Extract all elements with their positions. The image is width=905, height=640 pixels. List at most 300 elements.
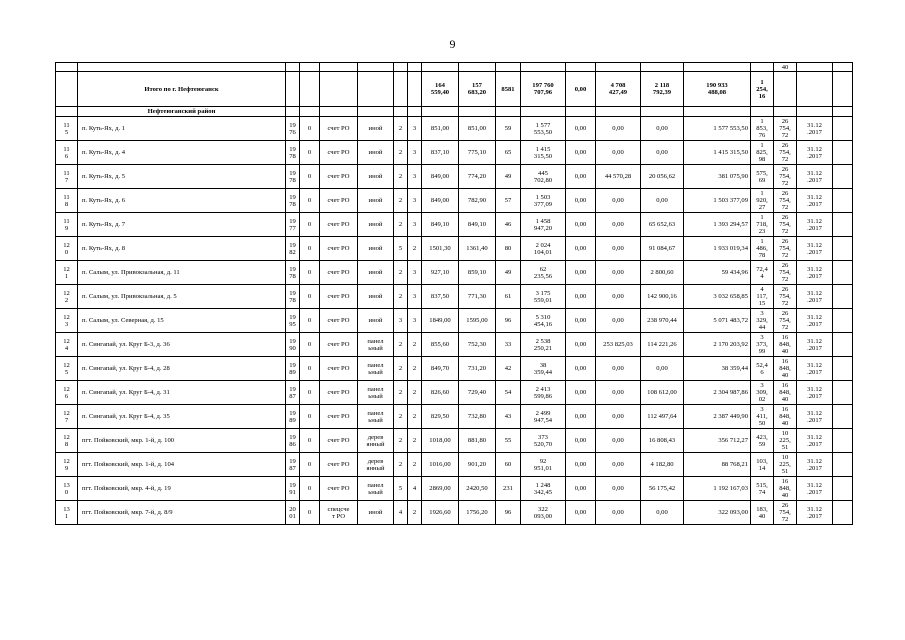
total-cost-cell: 2 499 947,54 [521,405,566,429]
fund-2-cell: 0,00 [596,285,641,309]
address-cell: п. Сингапай, ул. Круг Б-4, д. 31 [78,381,286,405]
fund-4-cell: 3 032 658,85 [684,285,751,309]
max-unit-cost-cell: 26 754, 72 [774,237,797,261]
total-cost-cell: 2 024 104,01 [521,237,566,261]
fund-1-cell: 0,00 [566,237,596,261]
table-row [56,477,853,501]
unit-cost-cell: 1 718, 23 [751,213,774,237]
total-cost-cell: 3 175 559,01 [521,285,566,309]
fund-3-cell: 112 497,64 [641,405,684,429]
total-fund-4: 190 933 488,08 [684,72,751,107]
fund-3-cell: 65 652,63 [641,213,684,237]
total-area-1: 164 559,40 [422,72,459,107]
fund-method-cell: счет РО [320,381,358,405]
residents-cell: 65 [496,141,521,165]
unit-cost-cell: 103, 14 [751,453,774,477]
address-cell: п. Куть-Ях, д. 7 [78,213,286,237]
max-unit-cost-cell: 10 225, 51 [774,429,797,453]
fund-4-cell: 5 071 483,72 [684,309,751,333]
fund-method-cell: счет РО [320,453,358,477]
floors-cell: 2 [394,189,408,213]
max-unit-cost-cell: 16 848, 40 [774,357,797,381]
floors-cell: 2 [394,213,408,237]
total-cost-cell: 38 359,44 [521,357,566,381]
zero-value-cell: 0 [300,189,320,213]
wall-material-cell: иной [358,117,394,141]
floors-cell: 2 [394,141,408,165]
table-row [56,261,853,285]
total-cost-cell: 1 415 315,50 [521,141,566,165]
fund-2-cell: 0,00 [596,381,641,405]
blank-cell [833,501,853,525]
fund-2-cell: 0,00 [596,189,641,213]
fund-4-cell: 2 387 449,90 [684,405,751,429]
living-area-cell: 731,20 [459,357,496,381]
living-area-cell: 859,10 [459,261,496,285]
blank-cell [833,429,853,453]
living-area-cell: 1361,40 [459,237,496,261]
unit-cost-cell: 52,4 6 [751,357,774,381]
address-cell: п. Куть-Ях, д. 6 [78,189,286,213]
table-row [56,381,853,405]
max-unit-cost-cell: 16 848, 40 [774,381,797,405]
blank-cell [833,261,853,285]
fund-3-cell: 0,00 [641,189,684,213]
total-area-cell: 1018,00 [422,429,459,453]
deadline-cell: 31.12 .2017 [797,477,833,501]
total-area-cell: 851,00 [422,117,459,141]
fund-4-cell: 38 359,44 [684,357,751,381]
fund-1-cell: 0,00 [566,117,596,141]
fund-method-cell: счет РО [320,285,358,309]
continuation-row [56,63,853,72]
commission-year-cell: 19 77 [286,213,300,237]
total-area-cell: 837,50 [422,285,459,309]
row-number-cell: 12 8 [56,429,78,453]
floors-cell: 4 [394,501,408,525]
zero-value-cell: 0 [300,141,320,165]
total-area-cell: 849,70 [422,357,459,381]
residents-cell: 33 [496,333,521,357]
residents-cell: 46 [496,213,521,237]
commission-year-cell: 19 95 [286,309,300,333]
blank-cell [833,405,853,429]
zero-value-cell: 0 [300,165,320,189]
commission-year-cell: 19 78 [286,141,300,165]
district-row [56,107,853,117]
table-row [56,501,853,525]
deadline-cell: 31.12 .2017 [797,285,833,309]
fund-2-cell: 44 570,28 [596,165,641,189]
row-number-cell: 11 7 [56,165,78,189]
total-area-cell: 1849,00 [422,309,459,333]
unit-cost-cell: 575, 69 [751,165,774,189]
fund-3-cell: 114 221,26 [641,333,684,357]
fund-3-cell: 142 900,16 [641,285,684,309]
living-area-cell: 782,90 [459,189,496,213]
residents-cell: 54 [496,381,521,405]
blank-cell [833,357,853,381]
fund-3-cell: 0,00 [641,141,684,165]
total-area-cell: 1501,30 [422,237,459,261]
deadline-cell: 31.12 .2017 [797,141,833,165]
max-unit-cost-cell: 26 754, 72 [774,309,797,333]
blank-cell [833,381,853,405]
total-cost-cell: 1 458 947,20 [521,213,566,237]
floors-cell: 2 [394,165,408,189]
fund-1-cell: 0,00 [566,285,596,309]
deadline-cell: 31.12 .2017 [797,309,833,333]
wall-material-cell: панел ьный [358,405,394,429]
row-number-cell: 12 9 [56,453,78,477]
blank-cell [833,453,853,477]
unit-cost-cell: 515, 74 [751,477,774,501]
residents-cell: 61 [496,285,521,309]
blank-cell [833,165,853,189]
residents-cell: 57 [496,189,521,213]
fund-method-cell: счет РО [320,141,358,165]
district-label: Нефтеюганский район [78,107,286,117]
blank-cell [833,309,853,333]
table-row [56,165,853,189]
row-number-cell: 13 1 [56,501,78,525]
row-number-cell: 12 7 [56,405,78,429]
blank-cell [833,477,853,501]
commission-year-cell: 19 87 [286,453,300,477]
total-area-cell: 1016,00 [422,453,459,477]
fund-3-cell: 56 175,42 [641,477,684,501]
fund-method-cell: счет РО [320,213,358,237]
living-area-cell: 1756,20 [459,501,496,525]
commission-year-cell: 19 86 [286,429,300,453]
entrances-cell: 4 [408,477,422,501]
deadline-cell: 31.12 .2017 [797,501,833,525]
fund-method-cell: счет РО [320,261,358,285]
entrances-cell: 3 [408,189,422,213]
unit-cost-cell: 183, 40 [751,501,774,525]
wall-material-cell: иной [358,501,394,525]
table-row [56,453,853,477]
wall-material-cell: иной [358,213,394,237]
living-area-cell: 729,40 [459,381,496,405]
entrances-cell: 3 [408,117,422,141]
row-number-cell: 12 2 [56,285,78,309]
total-area-cell: 849,00 [422,165,459,189]
table-row [56,357,853,381]
residents-cell: 49 [496,261,521,285]
entrances-cell: 3 [408,309,422,333]
floors-cell: 5 [394,477,408,501]
fund-3-cell: 238 970,44 [641,309,684,333]
unit-cost-cell: 1 486, 78 [751,237,774,261]
max-unit-cost-cell: 10 225, 51 [774,453,797,477]
entrances-cell: 2 [408,501,422,525]
zero-value-cell: 0 [300,501,320,525]
fund-method-cell: счет РО [320,237,358,261]
fund-2-cell: 0,00 [596,477,641,501]
fund-4-cell: 1 415 315,50 [684,141,751,165]
residents-cell: 42 [496,357,521,381]
deadline-cell: 31.12 .2017 [797,405,833,429]
wall-material-cell: панел ьный [358,333,394,357]
wall-material-cell: иной [358,165,394,189]
deadline-cell: 31.12 .2017 [797,453,833,477]
fund-1-cell: 0,00 [566,453,596,477]
fund-1-cell: 0,00 [566,309,596,333]
deadline-cell: 31.12 .2017 [797,357,833,381]
living-area-cell: 901,20 [459,453,496,477]
max-unit-cost-cell: 26 754, 72 [774,141,797,165]
unit-cost-cell: 423, 59 [751,429,774,453]
floors-cell: 2 [394,333,408,357]
total-area-cell: 855,60 [422,333,459,357]
total-unit-cost: 1 254, 16 [751,72,774,107]
max-unit-cost-cell: 26 754, 72 [774,285,797,309]
floors-cell: 2 [394,261,408,285]
commission-year-cell: 20 01 [286,501,300,525]
blank-cell [833,189,853,213]
wall-material-cell: дерев янный [358,429,394,453]
fund-1-cell: 0,00 [566,141,596,165]
residents-cell: 80 [496,237,521,261]
wall-material-cell: панел ьный [358,381,394,405]
total-cost-cell: 373 520,70 [521,429,566,453]
zero-value-cell: 0 [300,477,320,501]
fund-1-cell: 0,00 [566,501,596,525]
living-area-cell: 2420,50 [459,477,496,501]
fund-4-cell: 322 093,00 [684,501,751,525]
entrances-cell: 2 [408,453,422,477]
residents-cell: 55 [496,429,521,453]
floors-cell: 2 [394,405,408,429]
floors-cell: 2 [394,285,408,309]
entrances-cell: 2 [408,333,422,357]
fund-method-cell: счет РО [320,333,358,357]
total-label: Итого по г. Нефтеюганск [78,72,286,107]
fund-4-cell: 59 434,96 [684,261,751,285]
deadline-cell: 31.12 .2017 [797,237,833,261]
row-number-cell: 12 5 [56,357,78,381]
address-cell: п. Куть-Ях, д. 5 [78,165,286,189]
fund-3-cell: 91 084,67 [641,237,684,261]
max-unit-cost-cell: 26 754, 72 [774,501,797,525]
floors-cell: 3 [394,309,408,333]
wall-material-cell: иной [358,189,394,213]
commission-year-cell: 19 78 [286,261,300,285]
wall-material-cell: панел ьный [358,357,394,381]
fund-3-cell: 20 056,62 [641,165,684,189]
address-cell: п. Сингапай, ул. Круг Б-4, д. 28 [78,357,286,381]
fund-4-cell: 1 192 167,03 [684,477,751,501]
unit-cost-cell: 72,4 4 [751,261,774,285]
zero-value-cell: 0 [300,213,320,237]
commission-year-cell: 19 90 [286,333,300,357]
fund-3-cell: 0,00 [641,357,684,381]
address-cell: пгт. Пойковский, мкр. 4-й, д. 19 [78,477,286,501]
fund-4-cell: 1 933 019,34 [684,237,751,261]
deadline-cell: 31.12 .2017 [797,333,833,357]
residents-cell: 59 [496,117,521,141]
commission-year-cell: 19 78 [286,165,300,189]
residents-cell: 49 [496,165,521,189]
fund-1-cell: 0,00 [566,429,596,453]
row-number-cell: 11 6 [56,141,78,165]
living-area-cell: 1595,00 [459,309,496,333]
blank-cell [833,117,853,141]
table-row [56,213,853,237]
wall-material-cell: дерев янный [358,453,394,477]
row-number-cell: 12 6 [56,381,78,405]
address-cell: пгт. Пойковский, мкр. 7-й, д. 8/9 [78,501,286,525]
entrances-cell: 2 [408,381,422,405]
zero-value-cell: 0 [300,117,320,141]
table-row [56,429,853,453]
fund-1-cell: 0,00 [566,165,596,189]
address-cell: пгт. Пойковский, мкр. 1-й, д. 100 [78,429,286,453]
fund-2-cell: 0,00 [596,141,641,165]
address-cell: п. Салым, ул. Привокзальная, д. 5 [78,285,286,309]
zero-value-cell: 0 [300,285,320,309]
fund-1-cell: 0,00 [566,381,596,405]
blank-cell [833,141,853,165]
total-area-cell: 1926,60 [422,501,459,525]
total-cost-cell: 5 310 454,16 [521,309,566,333]
max-unit-cost-cell: 26 754, 72 [774,165,797,189]
fund-3-cell: 16 808,43 [641,429,684,453]
table-row [56,237,853,261]
address-cell: п. Куть-Ях, д. 4 [78,141,286,165]
table-row [56,405,853,429]
max-unit-cost-cell: 26 754, 72 [774,189,797,213]
entrances-cell: 3 [408,213,422,237]
living-area-cell: 881,80 [459,429,496,453]
fund-method-cell: счет РО [320,405,358,429]
fund-1-cell: 0,00 [566,405,596,429]
fund-1-cell: 0,00 [566,333,596,357]
deadline-cell: 31.12 .2017 [797,165,833,189]
zero-value-cell: 0 [300,429,320,453]
zero-value-cell: 0 [300,405,320,429]
floors-cell: 5 [394,237,408,261]
commission-year-cell: 19 91 [286,477,300,501]
fund-method-cell: счет РО [320,429,358,453]
row-number-cell: 13 0 [56,477,78,501]
living-area-cell: 849,10 [459,213,496,237]
zero-value-cell: 0 [300,453,320,477]
continuation-value: 40 [774,63,797,72]
entrances-cell: 2 [408,405,422,429]
fund-2-cell: 0,00 [596,405,641,429]
address-cell: п. Куть-Ях, д. 1 [78,117,286,141]
fund-2-cell: 0,00 [596,237,641,261]
fund-3-cell: 108 612,00 [641,381,684,405]
residents-cell: 43 [496,405,521,429]
total-fund-3: 2 118 792,39 [641,72,684,107]
row-number-cell: 11 9 [56,213,78,237]
row-number-cell: 12 3 [56,309,78,333]
deadline-cell: 31.12 .2017 [797,261,833,285]
unit-cost-cell: 1 920, 27 [751,189,774,213]
fund-3-cell: 4 182,80 [641,453,684,477]
fund-1-cell: 0,00 [566,213,596,237]
fund-2-cell: 0,00 [596,213,641,237]
total-cost-cell: 445 702,80 [521,165,566,189]
fund-2-cell: 0,00 [596,501,641,525]
address-cell: п. Салым, ул. Северная, д. 15 [78,309,286,333]
total-cost-cell: 1 577 553,50 [521,117,566,141]
table-row [56,309,853,333]
fund-3-cell: 0,00 [641,501,684,525]
fund-method-cell: спецсче т РО [320,501,358,525]
total-area-cell: 849,10 [422,213,459,237]
zero-value-cell: 0 [300,237,320,261]
fund-2-cell: 0,00 [596,117,641,141]
max-unit-cost-cell: 26 754, 72 [774,213,797,237]
zero-value-cell: 0 [300,309,320,333]
unit-cost-cell: 1 825, 98 [751,141,774,165]
zero-value-cell: 0 [300,261,320,285]
total-fund-2: 4 708 427,49 [596,72,641,107]
deadline-cell: 31.12 .2017 [797,429,833,453]
fund-4-cell: 1 577 553,50 [684,117,751,141]
wall-material-cell: иной [358,141,394,165]
residents-cell: 60 [496,453,521,477]
zero-value-cell: 0 [300,333,320,357]
total-area-cell: 829,50 [422,405,459,429]
total-area-cell: 2869,00 [422,477,459,501]
row-number-cell: 12 4 [56,333,78,357]
residents-cell: 231 [496,477,521,501]
total-area-cell: 837,10 [422,141,459,165]
residents-cell: 96 [496,501,521,525]
fund-2-cell: 0,00 [596,309,641,333]
deadline-cell: 31.12 .2017 [797,189,833,213]
commission-year-cell: 19 78 [286,285,300,309]
fund-1-cell: 0,00 [566,357,596,381]
unit-cost-cell: 3 329, 44 [751,309,774,333]
fund-method-cell: счет РО [320,189,358,213]
commission-year-cell: 19 76 [286,117,300,141]
total-fund-1: 0,00 [566,72,596,107]
row-number-cell: 11 5 [56,117,78,141]
floors-cell: 2 [394,453,408,477]
wall-material-cell: панел ьный [358,477,394,501]
blank-cell [833,213,853,237]
fund-3-cell: 0,00 [641,117,684,141]
total-residents: 8581 [496,72,521,107]
living-area-cell: 851,00 [459,117,496,141]
table-row [56,285,853,309]
entrances-cell: 3 [408,285,422,309]
entrances-cell: 3 [408,261,422,285]
fund-4-cell: 1 503 377,09 [684,189,751,213]
blank-cell [833,285,853,309]
fund-1-cell: 0,00 [566,189,596,213]
total-cost-cell: 322 093,00 [521,501,566,525]
deadline-cell: 31.12 .2017 [797,381,833,405]
total-cost: 197 760 707,96 [521,72,566,107]
residents-cell: 96 [496,309,521,333]
wall-material-cell: иной [358,261,394,285]
total-cost-cell: 92 951,01 [521,453,566,477]
fund-4-cell: 2 304 987,86 [684,381,751,405]
total-row [56,72,853,107]
address-cell: п. Сингапай, ул. Круг Б-4, д. 35 [78,405,286,429]
living-area-cell: 771,30 [459,285,496,309]
table-row [56,189,853,213]
blank-cell [833,237,853,261]
address-cell: п. Сингапай, ул. Круг Б-3, д. 36 [78,333,286,357]
